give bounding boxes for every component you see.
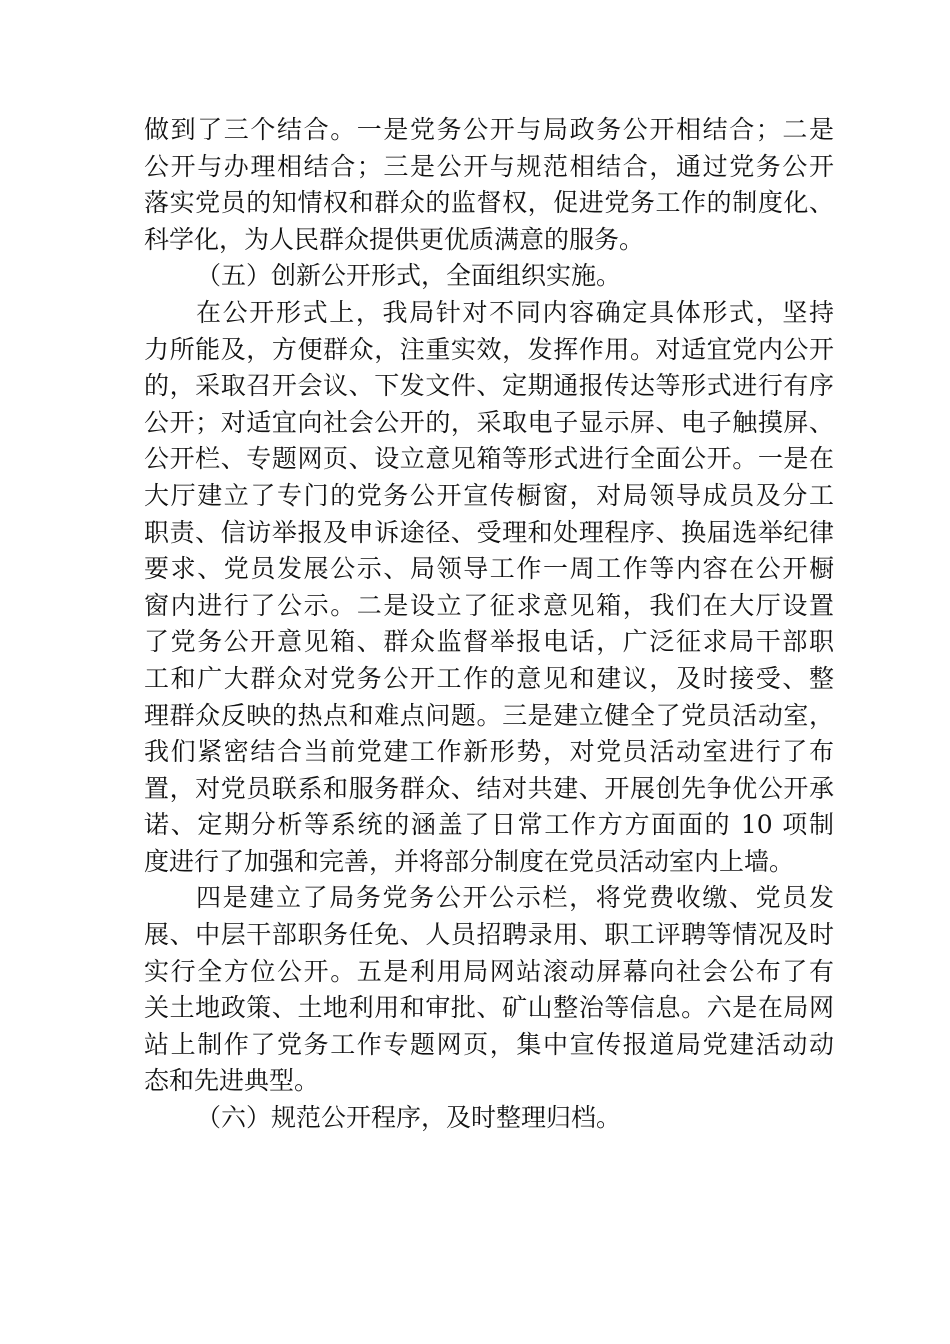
text-line: 理群众反映的热点和难点问题。三是建立健全了党员活动室， [144, 700, 834, 730]
text-line: 我们紧密结合当前党建工作新形势，对党员活动室进行了布 [144, 737, 834, 767]
text-line: 力所能及，方便群众，注重实效，发挥作用。对适宜党内公开 [144, 334, 834, 364]
section-heading: （六）规范公开程序，及时整理归档。 [196, 1103, 622, 1133]
text-line: 了党务公开意见箱、群众监督举报电话，广泛征求局干部职 [144, 627, 834, 657]
text-line: 大厅建立了专门的党务公开宣传橱窗，对局领导成员及分工 [144, 480, 834, 510]
text-line: 的，采取召开会议、下发文件、定期通报传达等形式进行有序 [144, 371, 834, 401]
text-line: 要求、党员发展公示、局领导工作一周工作等内容在公开橱 [144, 554, 834, 584]
text-line: 职责、信访举报及申诉途径、受理和处理程序、换届选举纪律 [144, 517, 834, 547]
text-line: 科学化，为人民群众提供更优质满意的服务。 [144, 224, 645, 254]
text-line: 公开与办理相结合；三是公开与规范相结合，通过党务公开 [144, 151, 834, 181]
text-line: 工和广大群众对党务公开工作的意见和建议，及时接受、整 [144, 663, 834, 693]
paragraph-first-line: 四是建立了局务党务公开公示栏，将党费收缴、党员发 [196, 883, 834, 913]
text-line: 关土地政策、土地利用和审批、矿山整治等信息。六是在局网 [144, 993, 834, 1023]
text-line: 实行全方位公开。五是利用局网站滚动屏幕向社会公布了有 [144, 956, 834, 986]
text-line: 度进行了加强和完善，并将部分制度在党员活动室内上墙。 [144, 846, 795, 876]
body-text [144, 112, 834, 1137]
text-line: 公开；对适宜向社会公开的，采取电子显示屏、电子触摸屏、 [144, 407, 834, 437]
text-line: 落实党员的知情权和群众的监督权，促进党务工作的制度化、 [144, 188, 834, 218]
text-line: 态和先进典型。 [144, 1066, 320, 1096]
section-heading: （五）创新公开形式，全面组织实施。 [196, 261, 622, 291]
text-line: 展、中层干部职务任免、人员招聘录用、职工评聘等情况及时 [144, 920, 834, 950]
paragraph-first-line: 在公开形式上，我局针对不同内容确定具体形式，坚持 [196, 297, 834, 327]
text-line: 公开栏、专题网页、设立意见箱等形式进行全面公开。一是在 [144, 444, 834, 474]
text-line: 站上制作了党务工作专题网页，集中宣传报道局党建活动动 [144, 1029, 834, 1059]
text-line: 诺、定期分析等系统的涵盖了日常工作方方面面的 10 项制 [144, 810, 834, 840]
text-line: 置，对党员联系和服务群众、结对共建、开展创先争优公开承 [144, 773, 834, 803]
text-line: 做到了三个结合。一是党务公开与局政务公开相结合；二是 [144, 115, 834, 144]
text-line: 窗内进行了公示。二是设立了征求意见箱，我们在大厅设置 [144, 590, 834, 620]
